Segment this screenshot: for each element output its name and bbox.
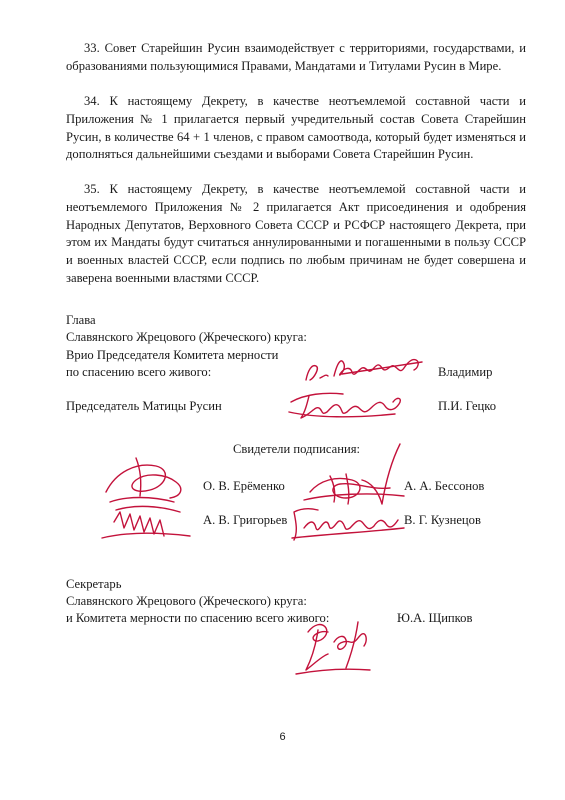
witnesses-heading: Свидетели подписания: xyxy=(233,442,361,456)
secretary-circle-name: Славянского Жрецового (Жреческого) круга: xyxy=(66,594,307,608)
matitsa-title: Председатель Матицы Русин xyxy=(66,399,222,413)
witness-eremenko: О. В. Ерёменко xyxy=(203,479,285,493)
head-committee-cont: по спасению всего живого: xyxy=(66,365,212,379)
head-title: Глава xyxy=(66,313,96,327)
signature-grigoriev xyxy=(288,498,408,544)
secretary-signer-name: Ю.А. Щипков xyxy=(397,611,473,625)
head-signer-name: Владимир xyxy=(438,365,493,379)
paragraph-33: 33. Совет Старейшин Русин взаимодействует с территориями, государствами, и образованиями пользующимися Правами, Мандатами и Титулами Русин в Мире. xyxy=(66,41,526,73)
page-number: 6 xyxy=(279,731,286,743)
secretary-title: Секретарь xyxy=(66,577,122,591)
paragraph-34: 34. К настоящему Декрету, в качестве неотъемлемой составной части и Приложения № 1 прилагается первый учредительный состав Совета Старейшин Русин, в количестве 64 + 1 членов, с правом самоотвода, который будет изменяться и дополняться дальнейшими съездами и выборами Совета Старейшин Русин. xyxy=(66,94,526,162)
head-committee: Врио Председателя Комитета мерности xyxy=(66,348,279,362)
secretary-committee: и Комитета мерности по спасению всего живого: xyxy=(66,611,330,625)
signature-getsko xyxy=(285,384,415,424)
head-circle-name: Славянского Жрецового (Жреческого) круга: xyxy=(66,330,307,344)
witness-grigoriev: А. В. Григорьев xyxy=(203,513,288,527)
signature-eremenko xyxy=(96,452,206,544)
matitsa-signer-name: П.И. Гецко xyxy=(438,399,497,413)
paragraph-35: 35. К настоящему Декрету, в качестве неотъемлемой составной части и неотъемлемого Приложения № 2 прилагается Акт присоединения и одобрения Народных Депутатов, Верховного Совета СССР и РСФСР настоящего Декрета, при этом их Мандаты будут считаться аннулированными и погашенными в пользу СССР и военных властей СССР, если подпись по любым причинам не будет совершена и заверена военными властями СССР. xyxy=(66,182,526,285)
signature-shchipkov xyxy=(288,612,378,680)
witness-kuznetsov: В. Г. Кузнецов xyxy=(404,513,481,527)
witness-bessonov: А. А. Бессонов xyxy=(404,479,485,493)
